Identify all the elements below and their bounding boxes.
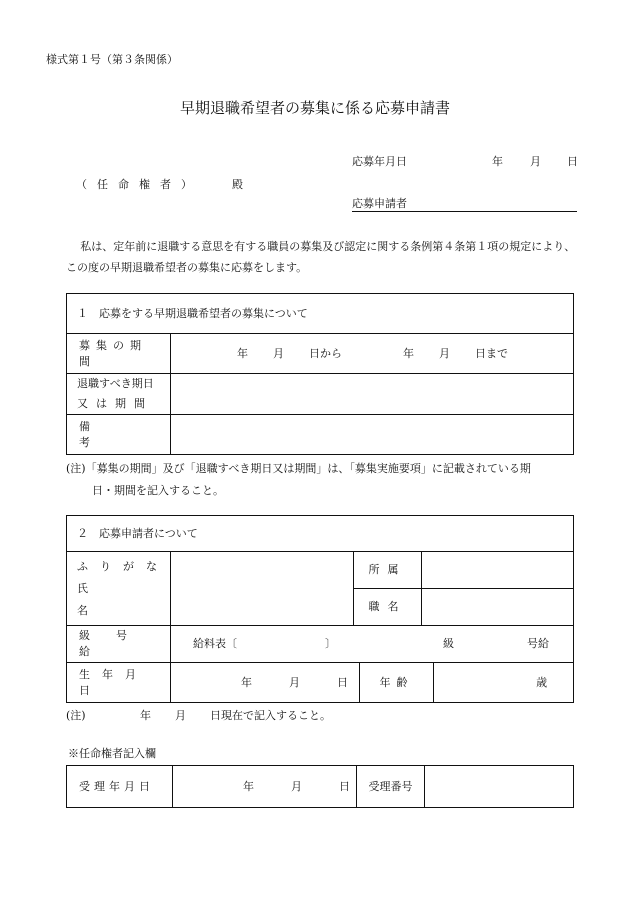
age-field[interactable] (434, 663, 574, 703)
grade-unit: 級 (443, 637, 454, 651)
receipt-no-label-cell (357, 766, 425, 808)
step-unit: 号給 (527, 637, 549, 651)
age-label: 年齢 (379, 675, 414, 689)
birth-day: 日 (337, 675, 348, 689)
receipt-table (66, 765, 574, 808)
retire-date-label-cell (67, 374, 171, 415)
position-field[interactable] (422, 589, 574, 626)
period-from: 日から (309, 346, 342, 360)
birth-year: 年 (241, 675, 252, 689)
period-until: 日まで (475, 346, 508, 360)
section1-heading: １ 応募をする早期退職希望者の募集について (67, 294, 574, 334)
retire-date-label-1: 退職すべき期日 (77, 377, 154, 390)
note1-line1: (注)「募集の期間」及び「退職すべき期日又は期間」は、「募集実施要項」に記載されている期 (66, 462, 531, 475)
applicant-label: 応募申請者 (352, 198, 577, 212)
period-label: 募集の期間 (79, 338, 147, 368)
received-date-label-cell (67, 766, 173, 808)
application-date-month: 月 (530, 155, 541, 168)
position-label-cell (354, 589, 422, 626)
birth-label: 生年月日 (79, 667, 148, 697)
furigana-label: ふりがな (77, 559, 169, 573)
retire-date-field[interactable] (171, 374, 574, 415)
received-date-field[interactable] (173, 766, 357, 808)
received-date-label: 受理年月日 (79, 779, 154, 793)
note2-suffix: 日現在で記入すること。 (210, 709, 331, 722)
note1-line2: 日・期間を記入すること。 (92, 484, 224, 497)
section2-heading: ２ 応募申請者について (67, 516, 574, 552)
grade-label-cell (67, 626, 171, 663)
appointer-section-heading: ※任命権者記入欄 (68, 747, 156, 760)
period-month-1: 月 (273, 346, 284, 360)
application-date-year: 年 (492, 155, 503, 168)
receipt-no-label: 受理番号 (368, 779, 413, 793)
salary-table-label: 給料表〔 (193, 637, 237, 651)
period-year-1: 年 (237, 346, 248, 360)
received-day: 日 (339, 779, 350, 793)
received-year: 年 (243, 779, 254, 793)
received-month: 月 (291, 779, 302, 793)
note2-month: 月 (175, 709, 186, 722)
birth-month: 月 (289, 675, 300, 689)
period-label-cell (67, 334, 171, 374)
age-label-cell (360, 663, 434, 703)
application-date-day: 日 (567, 155, 578, 168)
note2-year: 年 (140, 709, 151, 722)
receipt-no-field[interactable] (425, 766, 574, 808)
period-year-2: 年 (403, 346, 414, 360)
document-title: 早期退職希望者の募集に係る応募申請書 (179, 99, 450, 117)
age-unit: 歳 (536, 675, 548, 689)
affiliation-position-table (353, 551, 574, 626)
salary-table-close: 〕 (325, 637, 336, 651)
remarks-field[interactable] (171, 415, 574, 455)
position-label: 職名 (368, 600, 407, 614)
appointer-label: （任命権者） (76, 178, 202, 191)
form-number: 様式第１号（第３条関係） (46, 53, 178, 66)
remarks-label-cell (67, 415, 171, 455)
affiliation-label-cell (354, 552, 422, 589)
recruitment-table (66, 293, 574, 455)
grade-label: 級号給 (79, 629, 153, 658)
name-label: 氏名 (77, 581, 148, 617)
remarks-label: 備考 (79, 419, 146, 449)
affiliation-label: 所属 (368, 563, 407, 577)
birth-label-cell (67, 663, 171, 703)
note2-prefix: (注) (66, 709, 86, 722)
period-month-2: 月 (439, 346, 450, 360)
name-label-cell (67, 552, 171, 626)
period-field[interactable] (171, 334, 574, 374)
retire-date-label-2: 又は期間 (77, 397, 153, 410)
salary-field[interactable] (171, 626, 574, 663)
affiliation-field[interactable] (422, 552, 574, 589)
declaration-text: 私は、定年前に退職する意思を有する職員の募集及び認定に関する条例第４条第１項の規定により、この度の早期退職希望者の募集に応募をします。 (66, 240, 576, 274)
application-date-label: 応募年月日 (352, 155, 407, 168)
birth-field[interactable] (171, 663, 360, 703)
honorific: 殿 (232, 178, 243, 191)
